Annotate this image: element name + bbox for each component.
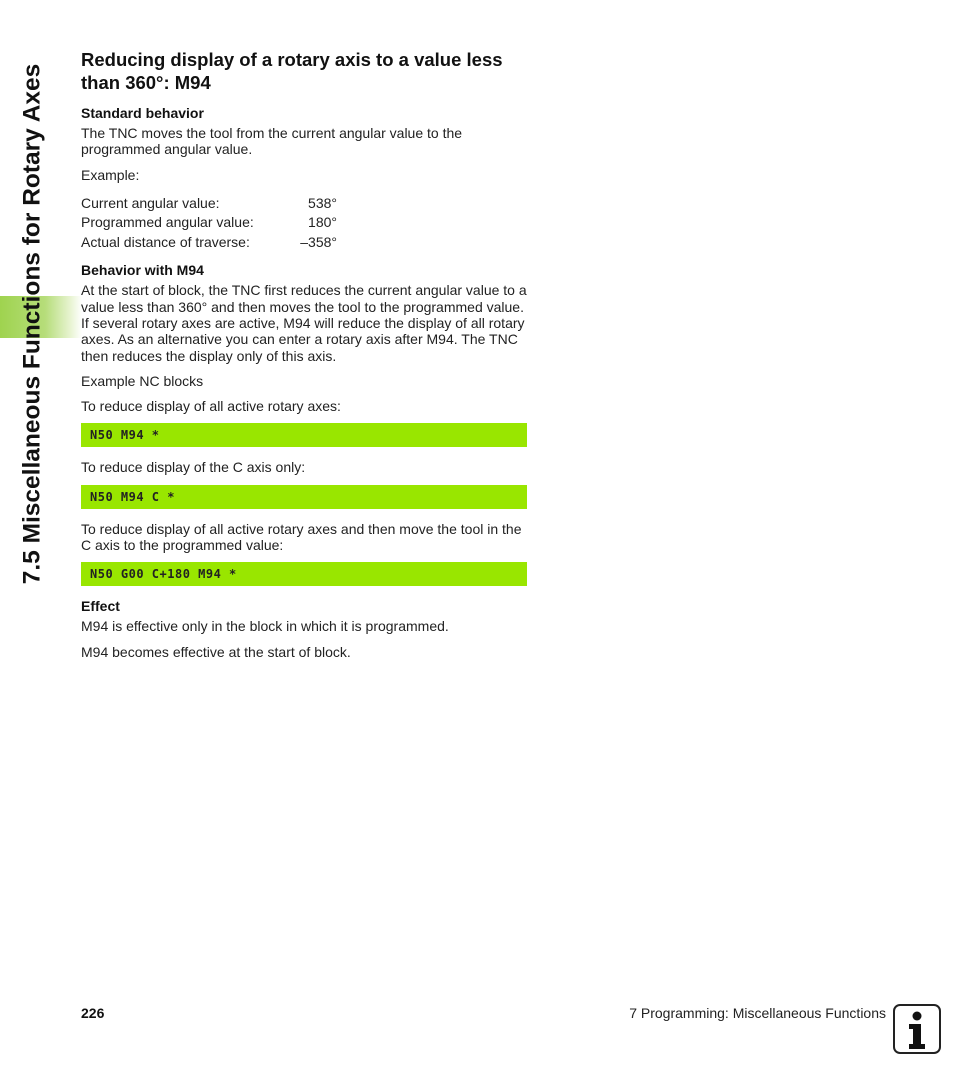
table-row	[81, 194, 337, 214]
table-row	[81, 213, 337, 233]
effect-heading: Effect	[81, 598, 120, 615]
code-intro-2: To reduce display of the C axis only:	[81, 459, 306, 476]
code-block-2: N50 M94 C *	[81, 485, 527, 509]
info-icon-glyph	[895, 1006, 939, 1052]
code-block-1: N50 M94 *	[81, 423, 527, 447]
table-value: 538°	[308, 194, 337, 211]
page-number: 226	[81, 1005, 105, 1021]
info-icon	[893, 1004, 941, 1054]
table-value: 180°	[308, 214, 337, 231]
table-key: Programmed angular value:	[81, 214, 254, 231]
table-value: –358°	[300, 233, 337, 250]
code-intro-1: To reduce display of all active rotary axes:	[81, 398, 341, 415]
code-block-3: N50 G00 C+180 M94 *	[81, 562, 527, 586]
m94-behavior-heading: Behavior with M94	[81, 262, 204, 279]
main-content	[81, 48, 527, 669]
chapter-side-title-text: 7.5 Miscellaneous Functions for Rotary Axes	[18, 63, 46, 585]
chapter-side-title	[6, 54, 58, 594]
code-intro-3: To reduce display of all active rotary axes and then move the tool in the C axis to the programmed value:	[81, 520, 522, 554]
section-title: Reducing display of a rotary axis to a value less than 360°: M94	[81, 49, 503, 93]
standard-example-label: Example:	[81, 166, 140, 183]
m94-behavior-text: At the start of block, the TNC first reduces the current angular value to a value less than 360° and then moves the tool to the programmed value. If several rotary axes are active, M94 will reduce the display of all rotary axes. As an alternative you can enter a rotary axis after M94. The TNC then reduces the display only of this axis.	[81, 282, 527, 364]
table-key: Current angular value:	[81, 194, 220, 211]
effect-text-2: M94 becomes effective at the start of block.	[81, 643, 351, 660]
effect-text-1: M94 is effective only in the block in which it is programmed.	[81, 618, 449, 635]
angular-values-table	[81, 194, 337, 253]
standard-behavior-heading: Standard behavior	[81, 105, 204, 121]
table-row	[81, 233, 337, 253]
m94-example-label: Example NC blocks	[81, 372, 204, 389]
footer-chapter-title: 7 Programming: Miscellaneous Functions	[629, 1005, 886, 1021]
table-key: Actual distance of traverse:	[81, 233, 250, 250]
standard-behavior-text: The TNC moves the tool from the current angular value to the programmed angular value.	[81, 125, 463, 158]
